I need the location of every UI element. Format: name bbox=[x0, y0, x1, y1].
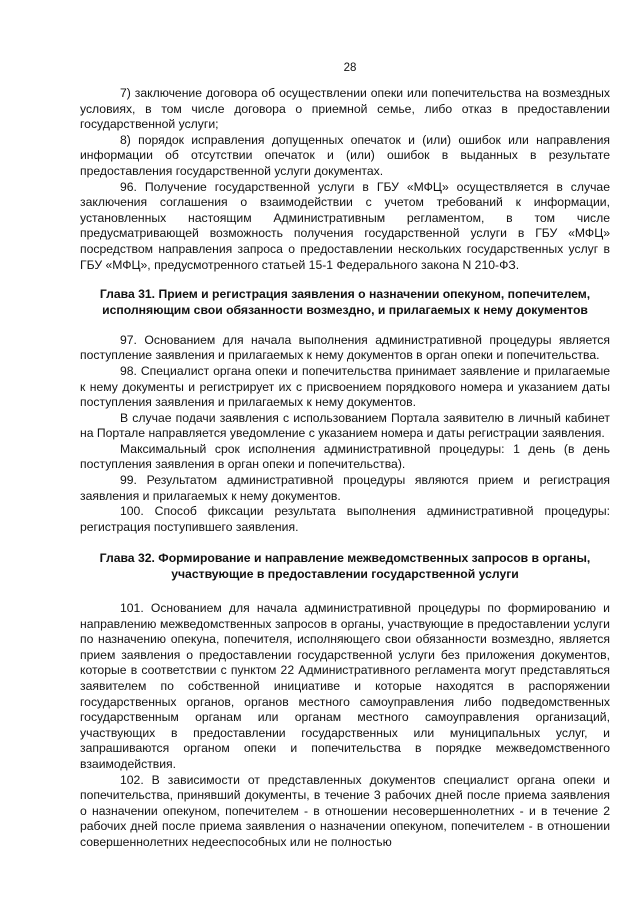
paragraph-100: 100. Способ фиксации результата выполнения административной процедуры: регистрация поступившего заявления. bbox=[80, 504, 610, 534]
paragraph-99: 99. Результатом административной процедуры являются прием и регистрация заявления и прилагаемых к нему документов. bbox=[80, 473, 610, 503]
chapter-31-heading: Глава 31. Прием и регистрация заявления о назначении опекуном, попечителем, исполняющим свои обязанности возмездно, и прилагаемых к нему документов bbox=[99, 287, 591, 317]
paragraph-8-corrections: 8) порядок исправления допущенных опечаток и (или) ошибок или направления информации об отсутствии опечаток и (или) ошибок в выданных в результате предоставления государственной услуги документах. bbox=[80, 132, 610, 178]
paragraph-102: 102. В зависимости от представленных документов специалист органа опеки и попечительства, принявший документы, в течение 3 рабочих дней после приема заявления о назначении опекуном, попечителем - в отношении несовершеннолетних - и в течение 2 рабочих дней после приема заявления о назначении опекуном, попечителем - в отношении совершеннолетних недееспособных или не полностью bbox=[80, 772, 610, 849]
chapter-32-heading: Глава 32. Формирование и направление межведомственных запросов в органы, участвующие в предоставлении государственной услуги bbox=[99, 551, 591, 582]
paragraph-max-term: Максимальный срок исполнения административной процедуры: 1 день (в день поступления заявления в орган опеки и попечительства). bbox=[80, 441, 610, 472]
paragraph-101: 101. Основанием для начала административной процедуры по формированию и направлению межведомственных запросов в органы, участвующие в предоставлении услуги по назначению опекуна, попечителя, исполняющего свои обязанности возмездно, является прием заявления о предоставлении государственной услуги без приложения документов, которые в соответствии с пунктом 22 Административного регламента могут представляться заявителем по собственной инициативе и которые находятся в распоряжении государственных органов, органов местного самоуправления либо подведомственных государственным органам или органам местного самоуправления организаций, участвующих в предоставлении государственных или муниципальных услуг, и запрашиваются органом опеки и попечительства в порядке межведомственного взаимодействия. bbox=[80, 601, 610, 771]
paragraph-96: 96. Получение государственной услуги в ГБУ «МФЦ» осуществляется в случае заключения соглашения о взаимодействии с учетом требований к информации, установленных настоящим Административным регламентом, в том числе предусматривающей возможность получения государственной услуги в ГБУ «МФЦ» посредством направления запроса о предоставлении нескольких государственных услуг в ГБУ «МФЦ», предусмотренного статьей 15-1 Федерального закона N 210-ФЗ. bbox=[80, 179, 610, 272]
paragraph-97: 97. Основанием для начала выполнения административной процедуры является поступление заявления и прилагаемых к нему документов в орган опеки и попечительства. bbox=[80, 332, 610, 363]
page-number: 28 bbox=[343, 62, 357, 74]
paragraph-98: 98. Специалист органа опеки и попечительства принимает заявление и прилагаемые к нему документы и регистрирует их с присвоением порядкового номера и указанием даты поступления заявления и прилагаемых к нему документов. bbox=[80, 363, 610, 410]
paragraph-7-conclusion: 7) заключение договора об осуществлении опеки или попечительства на возмездных условиях, в том числе договора о приемной семье, либо отказ в предоставлении государственной услуги; bbox=[80, 86, 610, 132]
paragraph-portal-notice: В случае подачи заявления с использованием Портала заявителю в личный кабинет на Портале направляется уведомление с указанием номера и даты регистрации заявления. bbox=[80, 410, 610, 441]
